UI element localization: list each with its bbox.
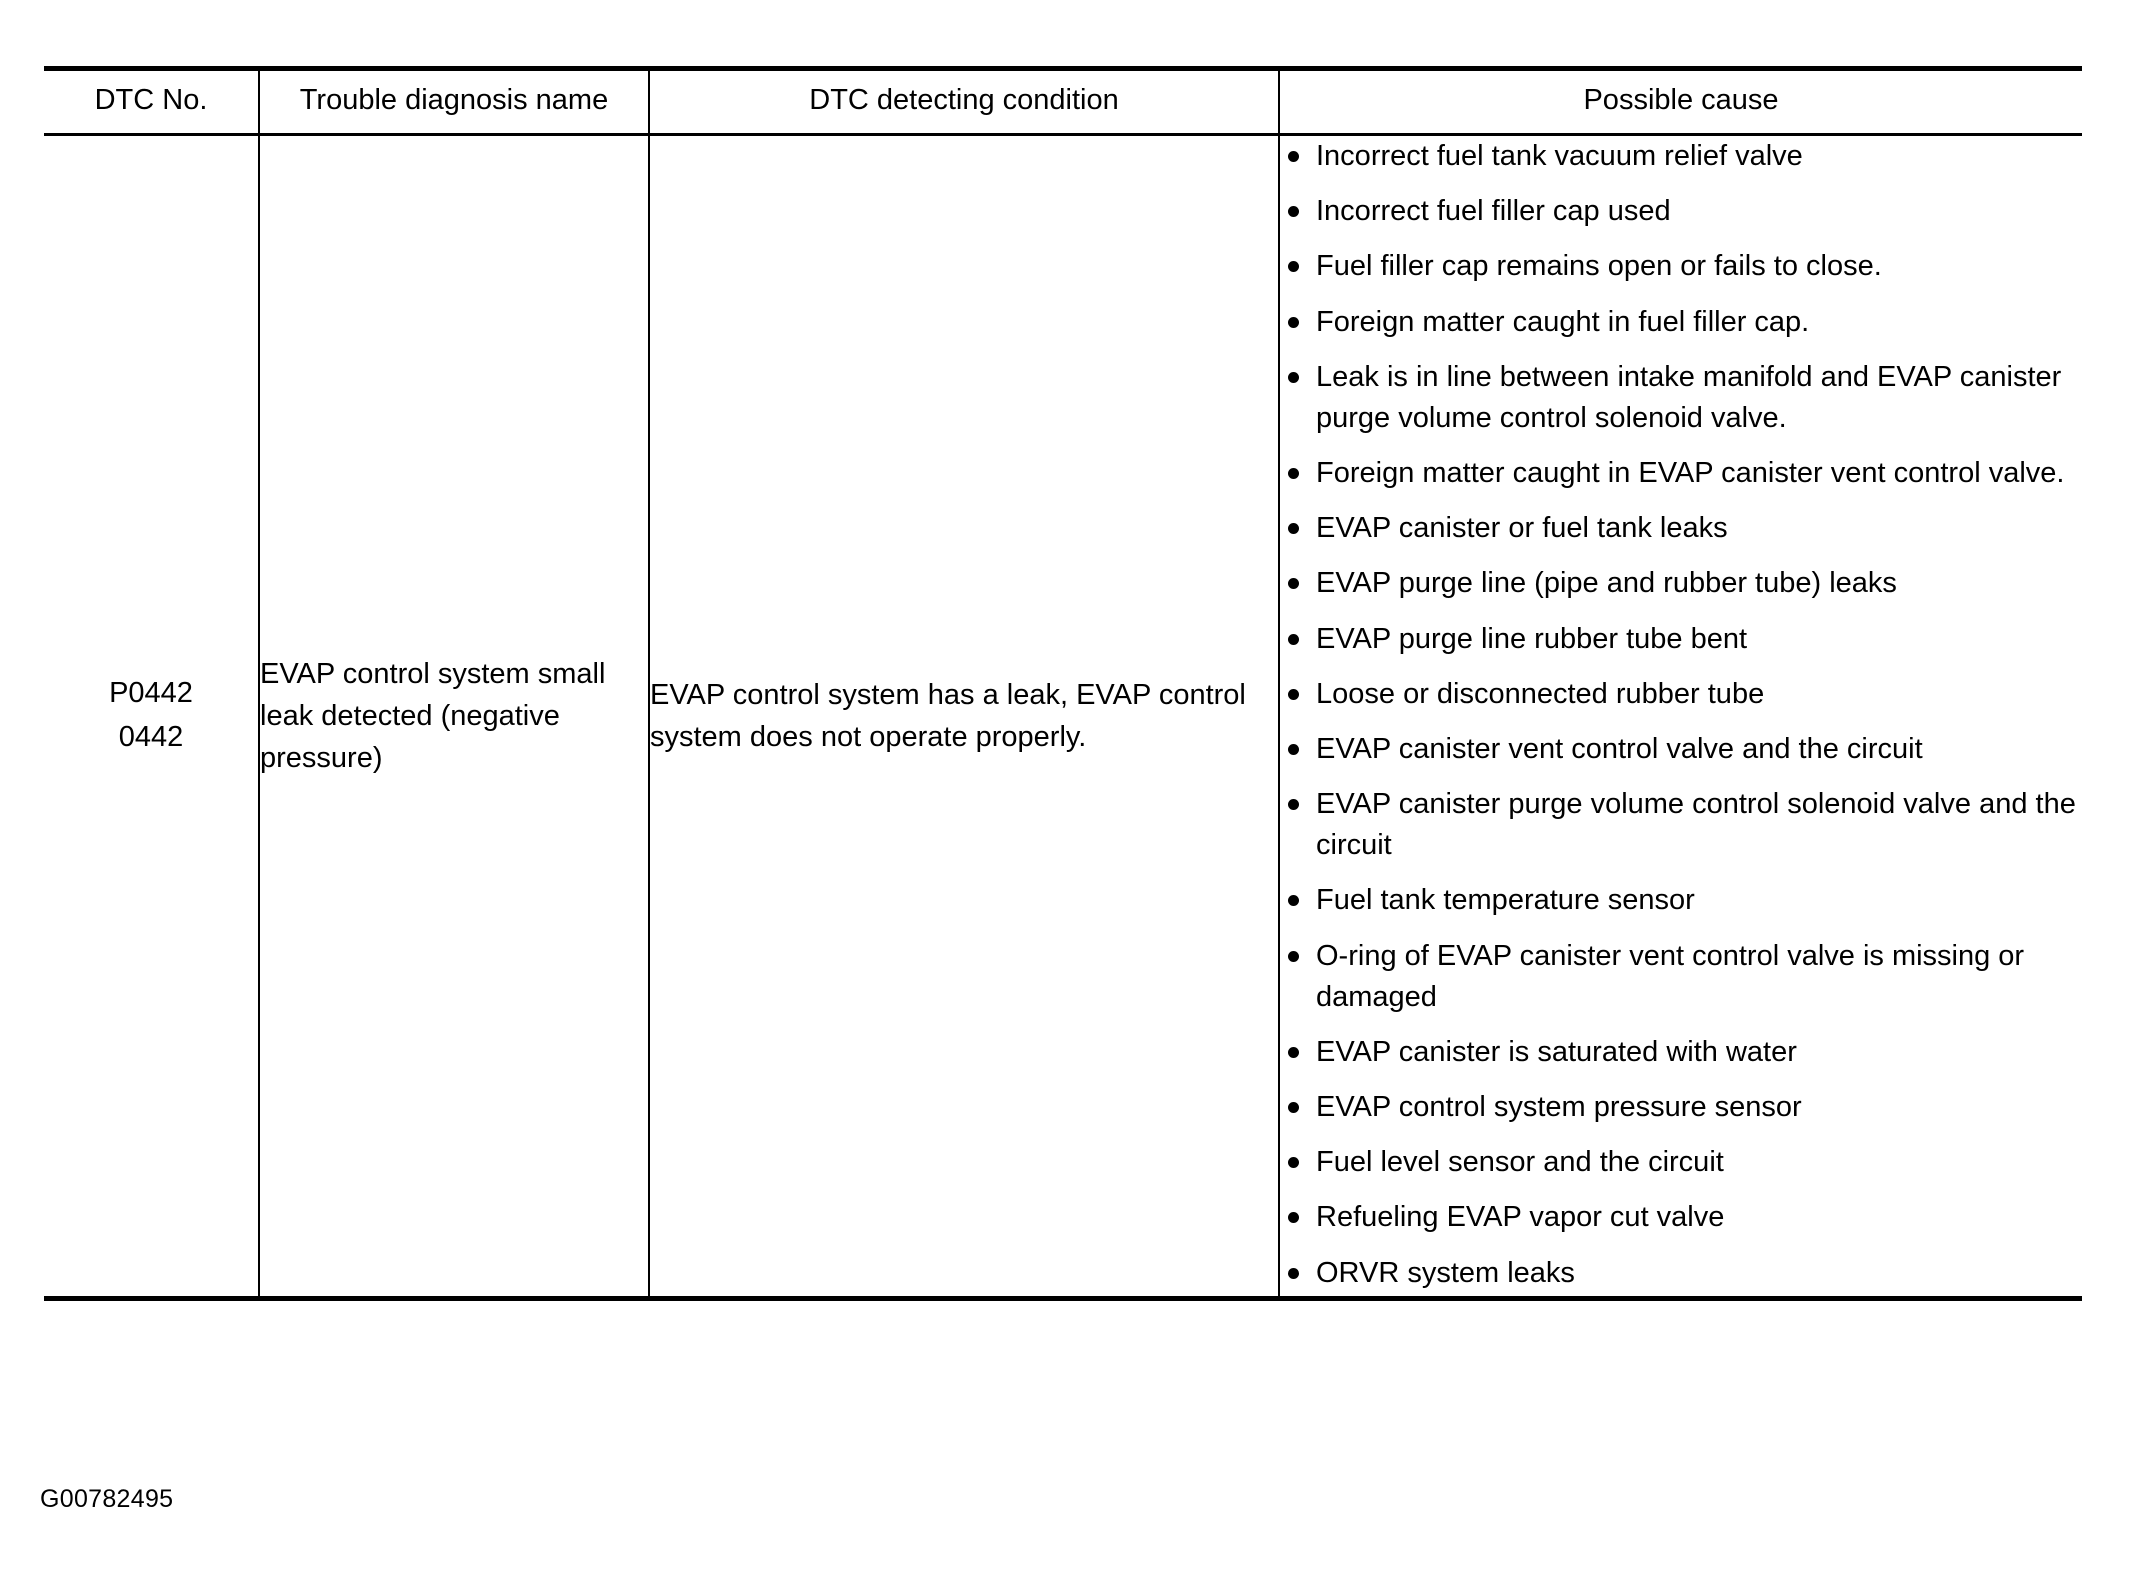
column-header-dtc-detecting-condition: DTC detecting condition <box>649 69 1279 135</box>
list-item: EVAP control system pressure sensor <box>1280 1087 2082 1128</box>
table-header-row <box>44 69 2082 135</box>
cell-trouble-diagnosis-name: EVAP control system small leak detected (negative pressure) <box>259 135 649 1299</box>
list-item: EVAP purge line rubber tube bent <box>1280 619 2082 660</box>
list-item: Loose or disconnected rubber tube <box>1280 674 2082 715</box>
list-item: ORVR system leaks <box>1280 1253 2082 1294</box>
column-header-possible-cause: Possible cause <box>1279 69 2082 135</box>
table-body <box>44 135 2082 1299</box>
list-item: Refueling EVAP vapor cut valve <box>1280 1197 2082 1238</box>
list-item: Leak is in line between intake manifold and EVAP canister purge volume control solenoid valve. <box>1280 357 2082 439</box>
list-item: Incorrect fuel filler cap used <box>1280 191 2082 232</box>
dtc-table <box>44 66 2082 1301</box>
dtc-no-secondary: 0442 <box>118 720 184 753</box>
column-header-dtc-no: DTC No. <box>44 69 259 135</box>
figure-id-label: G00782495 <box>40 1485 174 1513</box>
list-item: Fuel tank temperature sensor <box>1280 880 2082 921</box>
table-header <box>44 69 2082 135</box>
table-row <box>44 135 2082 1299</box>
list-item: O-ring of EVAP canister vent control valve is missing or damaged <box>1280 936 2082 1018</box>
list-item: Foreign matter caught in fuel filler cap. <box>1280 302 2082 343</box>
list-item: Foreign matter caught in EVAP canister vent control valve. <box>1280 453 2082 494</box>
cell-possible-cause <box>1279 135 2082 1299</box>
dtc-no-primary: P0442 <box>109 677 193 710</box>
dtc-table-container <box>44 66 2082 1301</box>
list-item: EVAP canister vent control valve and the circuit <box>1280 729 2082 770</box>
list-item: Fuel level sensor and the circuit <box>1280 1142 2082 1183</box>
list-item: EVAP canister or fuel tank leaks <box>1280 508 2082 549</box>
possible-cause-list <box>1280 136 2082 1294</box>
column-header-trouble-diagnosis-name: Trouble diagnosis name <box>259 69 649 135</box>
list-item: EVAP canister is saturated with water <box>1280 1032 2082 1073</box>
list-item: EVAP canister purge volume control solenoid valve and the circuit <box>1280 784 2082 866</box>
cell-dtc-no <box>44 135 259 1299</box>
cell-dtc-detecting-condition: EVAP control system has a leak, EVAP control system does not operate properly. <box>649 135 1279 1299</box>
list-item: Fuel filler cap remains open or fails to close. <box>1280 246 2082 287</box>
list-item: Incorrect fuel tank vacuum relief valve <box>1280 136 2082 177</box>
list-item: EVAP purge line (pipe and rubber tube) leaks <box>1280 563 2082 604</box>
